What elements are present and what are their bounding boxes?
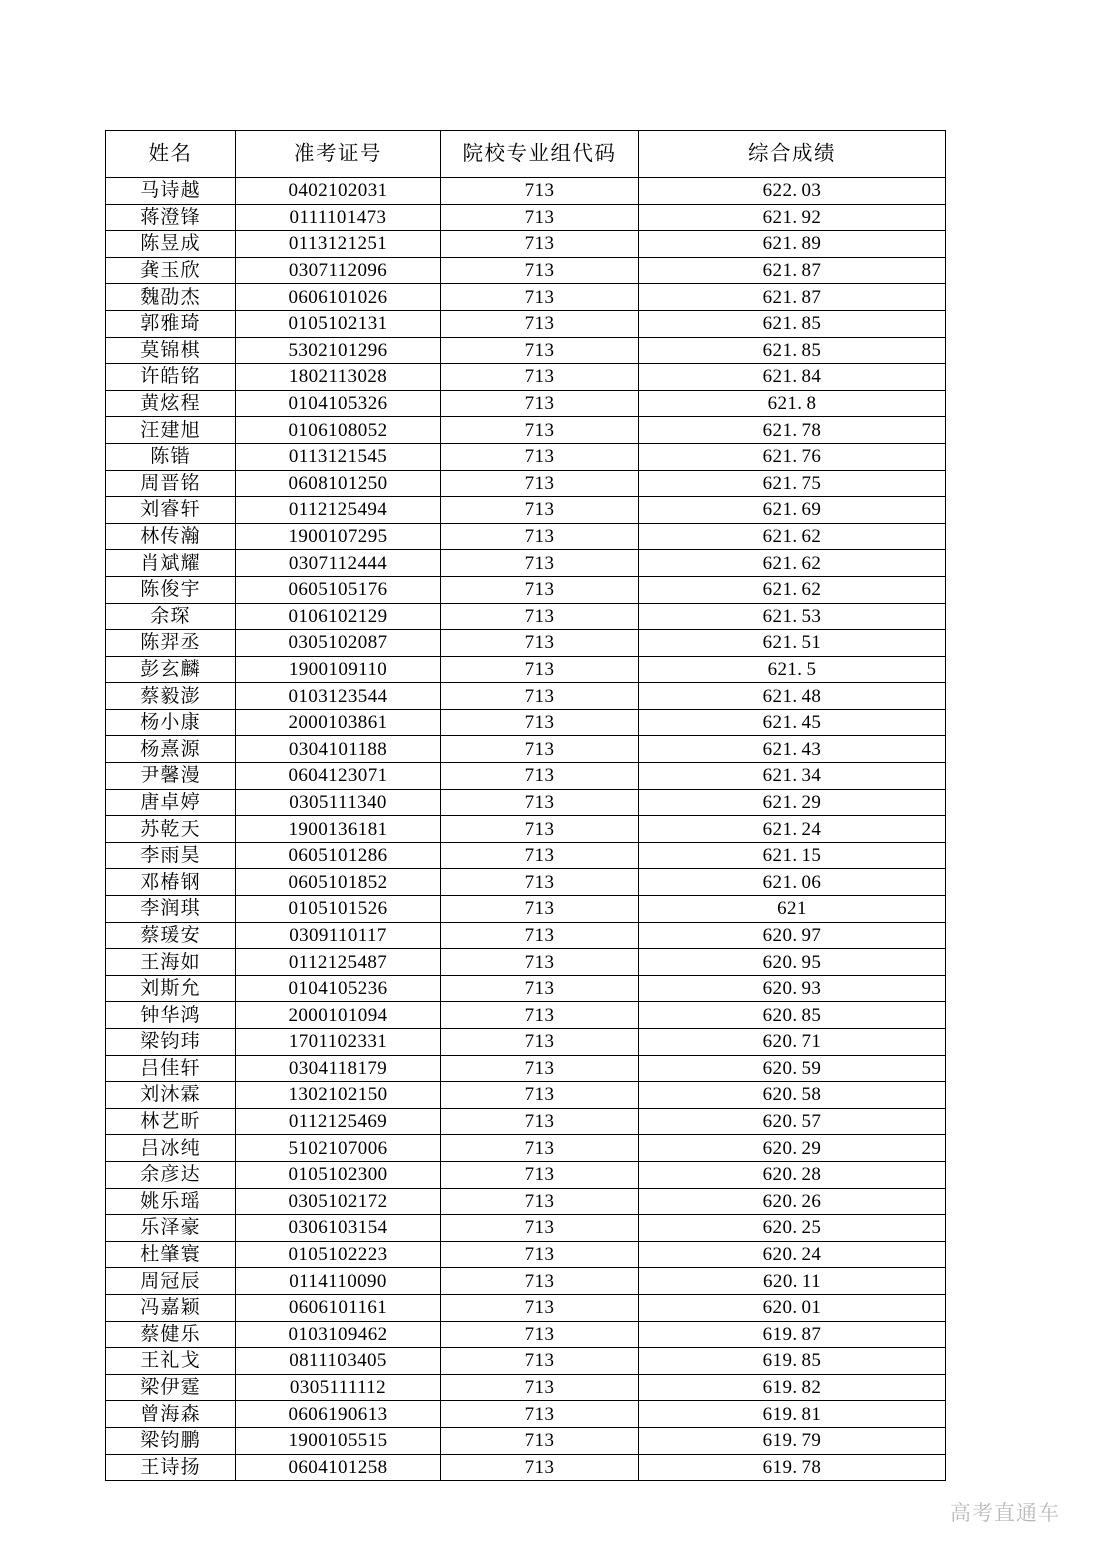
student-name: 黄炫程 bbox=[106, 390, 236, 417]
major-group-code: 713 bbox=[441, 443, 639, 470]
ticket-number: 1302102150 bbox=[236, 1082, 441, 1109]
major-group-code: 713 bbox=[441, 842, 639, 869]
ticket-number: 0304101188 bbox=[236, 736, 441, 763]
total-score: 620. 25 bbox=[639, 1215, 946, 1242]
major-group-code: 713 bbox=[441, 178, 639, 205]
total-score: 620. 95 bbox=[639, 949, 946, 976]
student-name: 梁伊霆 bbox=[106, 1374, 236, 1401]
table-row bbox=[106, 922, 946, 949]
student-name: 郭雅琦 bbox=[106, 310, 236, 337]
major-group-code: 713 bbox=[441, 816, 639, 843]
student-name: 陈俊宇 bbox=[106, 576, 236, 603]
column-header-ticket: 准考证号 bbox=[236, 131, 441, 178]
total-score: 621. 48 bbox=[639, 683, 946, 710]
student-name: 魏劭杰 bbox=[106, 284, 236, 311]
student-name: 陈锴 bbox=[106, 443, 236, 470]
total-score: 620. 29 bbox=[639, 1135, 946, 1162]
ticket-number: 0605101286 bbox=[236, 842, 441, 869]
total-score: 620. 59 bbox=[639, 1055, 946, 1082]
table-row bbox=[106, 789, 946, 816]
table-row bbox=[106, 869, 946, 896]
total-score: 619. 81 bbox=[639, 1401, 946, 1428]
student-name: 马诗越 bbox=[106, 178, 236, 205]
student-name: 王海如 bbox=[106, 949, 236, 976]
student-name: 莫锦棋 bbox=[106, 337, 236, 364]
total-score: 620. 58 bbox=[639, 1082, 946, 1109]
table-row bbox=[106, 975, 946, 1002]
student-name: 冯嘉颖 bbox=[106, 1294, 236, 1321]
ticket-number: 1802113028 bbox=[236, 364, 441, 391]
ticket-number: 0605105176 bbox=[236, 576, 441, 603]
major-group-code: 713 bbox=[441, 1161, 639, 1188]
major-group-code: 713 bbox=[441, 1294, 639, 1321]
total-score: 620. 26 bbox=[639, 1188, 946, 1215]
ticket-number: 0113121545 bbox=[236, 443, 441, 470]
ticket-number: 0105102131 bbox=[236, 310, 441, 337]
table-row bbox=[106, 284, 946, 311]
total-score: 621. 62 bbox=[639, 550, 946, 577]
ticket-number: 2000101094 bbox=[236, 1002, 441, 1029]
table-row bbox=[106, 231, 946, 258]
total-score: 619. 85 bbox=[639, 1348, 946, 1375]
ticket-number: 0105101526 bbox=[236, 896, 441, 923]
ticket-number: 1900136181 bbox=[236, 816, 441, 843]
major-group-code: 713 bbox=[441, 1029, 639, 1056]
table-header-row bbox=[106, 131, 946, 178]
major-group-code: 713 bbox=[441, 1268, 639, 1295]
ticket-number: 1900105515 bbox=[236, 1427, 441, 1454]
major-group-code: 713 bbox=[441, 1082, 639, 1109]
major-group-code: 713 bbox=[441, 1055, 639, 1082]
ticket-number: 0112125487 bbox=[236, 949, 441, 976]
table-row bbox=[106, 443, 946, 470]
major-group-code: 713 bbox=[441, 204, 639, 231]
total-score: 621. 89 bbox=[639, 231, 946, 258]
major-group-code: 713 bbox=[441, 1401, 639, 1428]
total-score: 620. 01 bbox=[639, 1294, 946, 1321]
table-row bbox=[106, 497, 946, 524]
major-group-code: 713 bbox=[441, 364, 639, 391]
total-score: 621. 62 bbox=[639, 576, 946, 603]
total-score: 619. 87 bbox=[639, 1321, 946, 1348]
ticket-number: 0306103154 bbox=[236, 1215, 441, 1242]
total-score: 621. 53 bbox=[639, 603, 946, 630]
major-group-code: 713 bbox=[441, 390, 639, 417]
ticket-number: 5102107006 bbox=[236, 1135, 441, 1162]
student-name: 曾海森 bbox=[106, 1401, 236, 1428]
major-group-code: 713 bbox=[441, 1002, 639, 1029]
total-score: 620. 93 bbox=[639, 975, 946, 1002]
student-name: 许皓铭 bbox=[106, 364, 236, 391]
total-score: 622. 03 bbox=[639, 178, 946, 205]
major-group-code: 713 bbox=[441, 789, 639, 816]
ticket-number: 0305111112 bbox=[236, 1374, 441, 1401]
major-group-code: 713 bbox=[441, 310, 639, 337]
table-row bbox=[106, 842, 946, 869]
table-body bbox=[106, 178, 946, 1481]
ticket-number: 0104105236 bbox=[236, 975, 441, 1002]
total-score: 620. 71 bbox=[639, 1029, 946, 1056]
major-group-code: 713 bbox=[441, 1241, 639, 1268]
table-row bbox=[106, 310, 946, 337]
student-name: 王诗扬 bbox=[106, 1454, 236, 1481]
ticket-number: 1701102331 bbox=[236, 1029, 441, 1056]
total-score: 621. 8 bbox=[639, 390, 946, 417]
ticket-number: 0103123544 bbox=[236, 683, 441, 710]
total-score: 621 bbox=[639, 896, 946, 923]
ticket-number: 0105102300 bbox=[236, 1161, 441, 1188]
column-header-score: 综合成绩 bbox=[639, 131, 946, 178]
table-row bbox=[106, 1108, 946, 1135]
table-row bbox=[106, 1268, 946, 1295]
major-group-code: 713 bbox=[441, 656, 639, 683]
admission-score-table bbox=[105, 130, 946, 1481]
total-score: 621. 24 bbox=[639, 816, 946, 843]
table-row bbox=[106, 1321, 946, 1348]
major-group-code: 713 bbox=[441, 763, 639, 790]
total-score: 621. 62 bbox=[639, 523, 946, 550]
ticket-number: 0104105326 bbox=[236, 390, 441, 417]
ticket-number: 0113121251 bbox=[236, 231, 441, 258]
table-row bbox=[106, 603, 946, 630]
table-row bbox=[106, 204, 946, 231]
column-header-code: 院校专业组代码 bbox=[441, 131, 639, 178]
total-score: 620. 24 bbox=[639, 1241, 946, 1268]
total-score: 620. 28 bbox=[639, 1161, 946, 1188]
major-group-code: 713 bbox=[441, 975, 639, 1002]
total-score: 619. 78 bbox=[639, 1454, 946, 1481]
table-row bbox=[106, 550, 946, 577]
student-name: 唐卓婷 bbox=[106, 789, 236, 816]
table-row bbox=[106, 1348, 946, 1375]
student-name: 尹馨漫 bbox=[106, 763, 236, 790]
major-group-code: 713 bbox=[441, 231, 639, 258]
student-name: 蔡健乐 bbox=[106, 1321, 236, 1348]
ticket-number: 0103109462 bbox=[236, 1321, 441, 1348]
table-row bbox=[106, 470, 946, 497]
table-row bbox=[106, 178, 946, 205]
student-name: 林艺昕 bbox=[106, 1108, 236, 1135]
student-name: 邓椿钢 bbox=[106, 869, 236, 896]
major-group-code: 713 bbox=[441, 284, 639, 311]
ticket-number: 0606190613 bbox=[236, 1401, 441, 1428]
total-score: 621. 43 bbox=[639, 736, 946, 763]
total-score: 621. 5 bbox=[639, 656, 946, 683]
major-group-code: 713 bbox=[441, 896, 639, 923]
student-name: 余琛 bbox=[106, 603, 236, 630]
total-score: 621. 75 bbox=[639, 470, 946, 497]
ticket-number: 0305102172 bbox=[236, 1188, 441, 1215]
major-group-code: 713 bbox=[441, 523, 639, 550]
student-name: 乐泽豪 bbox=[106, 1215, 236, 1242]
major-group-code: 713 bbox=[441, 576, 639, 603]
table-row bbox=[106, 1135, 946, 1162]
ticket-number: 0604101258 bbox=[236, 1454, 441, 1481]
total-score: 620. 11 bbox=[639, 1268, 946, 1295]
ticket-number: 0105102223 bbox=[236, 1241, 441, 1268]
table-row bbox=[106, 523, 946, 550]
ticket-number: 5302101296 bbox=[236, 337, 441, 364]
table-row bbox=[106, 257, 946, 284]
table-row bbox=[106, 683, 946, 710]
table-row bbox=[106, 1188, 946, 1215]
student-name: 蔡毅澎 bbox=[106, 683, 236, 710]
table-row bbox=[106, 763, 946, 790]
student-name: 陈昱成 bbox=[106, 231, 236, 258]
ticket-number: 0606101161 bbox=[236, 1294, 441, 1321]
student-name: 钟华鸿 bbox=[106, 1002, 236, 1029]
ticket-number: 0811103405 bbox=[236, 1348, 441, 1375]
major-group-code: 713 bbox=[441, 470, 639, 497]
student-name: 林传瀚 bbox=[106, 523, 236, 550]
total-score: 620. 85 bbox=[639, 1002, 946, 1029]
table-row bbox=[106, 1374, 946, 1401]
total-score: 621. 76 bbox=[639, 443, 946, 470]
table-row bbox=[106, 1082, 946, 1109]
ticket-number: 0114110090 bbox=[236, 1268, 441, 1295]
table-row bbox=[106, 949, 946, 976]
total-score: 621. 84 bbox=[639, 364, 946, 391]
major-group-code: 713 bbox=[441, 497, 639, 524]
site-watermark: 高考直通车 bbox=[950, 1501, 1060, 1525]
table-row bbox=[106, 1002, 946, 1029]
table-row bbox=[106, 709, 946, 736]
major-group-code: 713 bbox=[441, 337, 639, 364]
major-group-code: 713 bbox=[441, 1215, 639, 1242]
ticket-number: 0106102129 bbox=[236, 603, 441, 630]
ticket-number: 0309110117 bbox=[236, 922, 441, 949]
ticket-number: 0106108052 bbox=[236, 417, 441, 444]
table-row bbox=[106, 630, 946, 657]
table-row bbox=[106, 364, 946, 391]
student-name: 龚玉欣 bbox=[106, 257, 236, 284]
total-score: 621. 92 bbox=[639, 204, 946, 231]
table-row bbox=[106, 417, 946, 444]
student-name: 肖斌耀 bbox=[106, 550, 236, 577]
major-group-code: 713 bbox=[441, 949, 639, 976]
student-name: 杜肇寰 bbox=[106, 1241, 236, 1268]
ticket-number: 0608101250 bbox=[236, 470, 441, 497]
ticket-number: 0112125494 bbox=[236, 497, 441, 524]
major-group-code: 713 bbox=[441, 417, 639, 444]
total-score: 621. 85 bbox=[639, 337, 946, 364]
table-row bbox=[106, 576, 946, 603]
ticket-number: 0305111340 bbox=[236, 789, 441, 816]
student-name: 杨小康 bbox=[106, 709, 236, 736]
student-name: 梁钧鹏 bbox=[106, 1427, 236, 1454]
student-name: 刘斯允 bbox=[106, 975, 236, 1002]
ticket-number: 0112125469 bbox=[236, 1108, 441, 1135]
total-score: 621. 06 bbox=[639, 869, 946, 896]
table-row bbox=[106, 1294, 946, 1321]
total-score: 621. 45 bbox=[639, 709, 946, 736]
table-row bbox=[106, 337, 946, 364]
total-score: 621. 34 bbox=[639, 763, 946, 790]
total-score: 621. 29 bbox=[639, 789, 946, 816]
student-name: 刘沐霖 bbox=[106, 1082, 236, 1109]
student-name: 吕佳轩 bbox=[106, 1055, 236, 1082]
total-score: 621. 78 bbox=[639, 417, 946, 444]
major-group-code: 713 bbox=[441, 1427, 639, 1454]
major-group-code: 713 bbox=[441, 736, 639, 763]
table-row bbox=[106, 1215, 946, 1242]
student-name: 蔡瑗安 bbox=[106, 922, 236, 949]
student-name: 蒋澄锋 bbox=[106, 204, 236, 231]
score-table-container bbox=[105, 130, 945, 1481]
table-header bbox=[106, 131, 946, 178]
student-name: 杨熹源 bbox=[106, 736, 236, 763]
student-name: 陈羿丞 bbox=[106, 630, 236, 657]
table-row bbox=[106, 1454, 946, 1481]
student-name: 周冠辰 bbox=[106, 1268, 236, 1295]
table-row bbox=[106, 816, 946, 843]
ticket-number: 0304118179 bbox=[236, 1055, 441, 1082]
total-score: 621. 85 bbox=[639, 310, 946, 337]
major-group-code: 713 bbox=[441, 869, 639, 896]
table-row bbox=[106, 390, 946, 417]
table-row bbox=[106, 1427, 946, 1454]
table-row bbox=[106, 1161, 946, 1188]
major-group-code: 713 bbox=[441, 1108, 639, 1135]
student-name: 姚乐瑶 bbox=[106, 1188, 236, 1215]
total-score: 621. 51 bbox=[639, 630, 946, 657]
major-group-code: 713 bbox=[441, 1135, 639, 1162]
major-group-code: 713 bbox=[441, 257, 639, 284]
major-group-code: 713 bbox=[441, 1321, 639, 1348]
table-row bbox=[106, 1029, 946, 1056]
major-group-code: 713 bbox=[441, 683, 639, 710]
student-name: 周晋铭 bbox=[106, 470, 236, 497]
student-name: 王礼戈 bbox=[106, 1348, 236, 1375]
ticket-number: 0305102087 bbox=[236, 630, 441, 657]
total-score: 619. 82 bbox=[639, 1374, 946, 1401]
total-score: 621. 87 bbox=[639, 284, 946, 311]
ticket-number: 0111101473 bbox=[236, 204, 441, 231]
table-row bbox=[106, 896, 946, 923]
major-group-code: 713 bbox=[441, 603, 639, 630]
student-name: 刘睿轩 bbox=[106, 497, 236, 524]
major-group-code: 713 bbox=[441, 1348, 639, 1375]
major-group-code: 713 bbox=[441, 1374, 639, 1401]
table-row bbox=[106, 1241, 946, 1268]
total-score: 619. 79 bbox=[639, 1427, 946, 1454]
student-name: 彭玄麟 bbox=[106, 656, 236, 683]
ticket-number: 2000103861 bbox=[236, 709, 441, 736]
table-row bbox=[106, 656, 946, 683]
student-name: 梁钧玮 bbox=[106, 1029, 236, 1056]
ticket-number: 0606101026 bbox=[236, 284, 441, 311]
ticket-number: 1900109110 bbox=[236, 656, 441, 683]
major-group-code: 713 bbox=[441, 709, 639, 736]
ticket-number: 0605101852 bbox=[236, 869, 441, 896]
student-name: 苏乾天 bbox=[106, 816, 236, 843]
total-score: 621. 69 bbox=[639, 497, 946, 524]
total-score: 620. 97 bbox=[639, 922, 946, 949]
major-group-code: 713 bbox=[441, 550, 639, 577]
ticket-number: 0307112444 bbox=[236, 550, 441, 577]
student-name: 汪建旭 bbox=[106, 417, 236, 444]
major-group-code: 713 bbox=[441, 922, 639, 949]
ticket-number: 0402102031 bbox=[236, 178, 441, 205]
total-score: 621. 87 bbox=[639, 257, 946, 284]
student-name: 李雨昊 bbox=[106, 842, 236, 869]
total-score: 621. 15 bbox=[639, 842, 946, 869]
ticket-number: 1900107295 bbox=[236, 523, 441, 550]
major-group-code: 713 bbox=[441, 1188, 639, 1215]
table-row bbox=[106, 736, 946, 763]
table-row bbox=[106, 1401, 946, 1428]
major-group-code: 713 bbox=[441, 630, 639, 657]
table-row bbox=[106, 1055, 946, 1082]
total-score: 620. 57 bbox=[639, 1108, 946, 1135]
column-header-name: 姓名 bbox=[106, 131, 236, 178]
major-group-code: 713 bbox=[441, 1454, 639, 1481]
student-name: 吕冰纯 bbox=[106, 1135, 236, 1162]
ticket-number: 0307112096 bbox=[236, 257, 441, 284]
student-name: 李润琪 bbox=[106, 896, 236, 923]
student-name: 余彦达 bbox=[106, 1161, 236, 1188]
ticket-number: 0604123071 bbox=[236, 763, 441, 790]
